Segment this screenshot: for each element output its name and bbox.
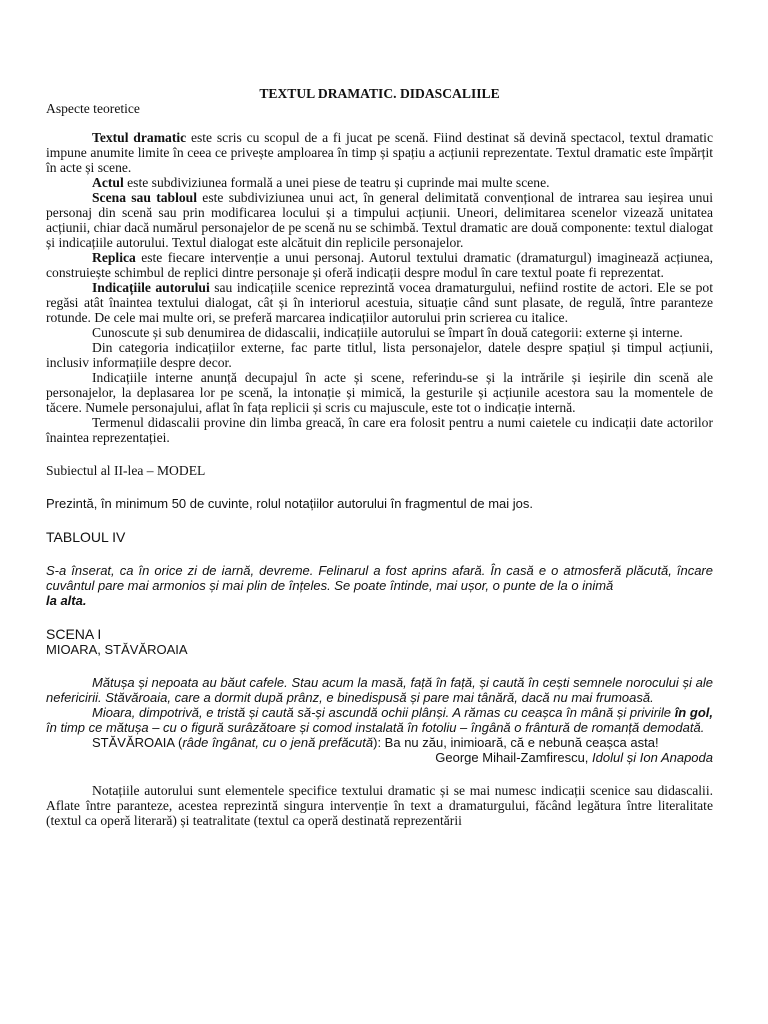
intro-bold-ending: la alta. (46, 593, 87, 608)
subiect-heading: Subiectul al II-lea – MODEL (46, 463, 206, 478)
fragment-replica: STĂVĂROAIA (râde îngânat, cu o jenă prefăcută): Ba nu zău, inimioară, că e nebună ceașca asta! (92, 735, 659, 750)
source-attribution: George Mihail-Zamfirescu, Idolul și Ion Anapoda (435, 750, 713, 765)
fragment-paragraph-1: Mătușa și nepoata au băut cafele. Stau acum la masă, față în față, și caută în cești semnele norocului și ale nefericirii. Stăvăroaia, care a dormit după prânz, e binedispusă și pare mai tânără, dacă nu mai frumoasă. (46, 675, 713, 705)
paragraph-didascalii: Cunoscute și sub denumirea de didascalii, indicațiile autorului se împart în două categorii: externe și interne. (92, 325, 683, 340)
scena-heading: SCENA I (46, 626, 102, 642)
paragraph-actul: Actul este subdiviziunea formală a unei piese de teatru și cuprinde mai multe scene. (92, 175, 550, 190)
paragraph-replica: Replica este fiecare intervenție a unui personaj. Autorul textului dramatic (dramaturgul) imaginează acțiunea, construiește schimbul de replici dintre personaje și oferă indicații despre modul în care textul poate fi reprezentat. (46, 250, 713, 280)
term-replica: Replica (92, 250, 136, 265)
term-textul-dramatic: Textul dramatic (92, 130, 187, 145)
term-indicatiile: Indicațiile autorului (92, 280, 210, 295)
term-scena: Scena sau tabloul (92, 190, 197, 205)
fragment-paragraph-2: Mioara, dimpotrivă, e tristă și caută să-și ascundă ochii plânși. A rămas cu ceașca în mână și privirile în gol, în timp ce mătușa – cu o figură surâzătoare și comod instalată în fotoliu – îngână o frântură de romanță demodată. (46, 705, 713, 735)
paragraph-termen: Termenul didascalii provine din limba greacă, în care era folosit pentru a numi caietele cu indicații date actorilor înaintea reprezentației. (46, 415, 713, 445)
paragraph-indicatiile: Indicațiile autorului sau indicațiile scenice reprezintă vocea dramaturgului, nefiind rostite de actori. Ele se pot regăsi atât înaintea textului dialogat, cât și în interiorul acestuia, situație când sunt plasate, de regulă, între paranteze rotunde. De cele mai multe ori, se preferă marcarea indicațiilor autorului prin scrierea cu italice. (46, 280, 713, 325)
intro-stage-direction: S-a înserat, ca în orice zi de iarnă, devreme. Felinarul a fost aprins afară. În casă e o atmosferă plăcută, încare cuvântul pare mai armonios și mai plin de înțeles. Se poate întinde, mai ușor, o punte de la o inimă la alta. (46, 563, 713, 608)
final-paragraph: Notațiile autorului sunt elementele specifice textului dramatic și se mai numesc indicații scenice sau didascalii. Aflate între paranteze, acestea reprezintă singura intervenție în text a dramaturgului, făcând legătura între literalitate (textul ca operă literară) și teatralitate (textul ca operă destinată reprezentării (46, 783, 713, 828)
section-label-aspecte: Aspecte teoretice (46, 101, 140, 116)
paragraph-textul-dramatic: Textul dramatic este scris cu scopul de a fi jucat pe scenă. Fiind destinat să devină spectacol, textul dramatic impune anumite limite în ceea ce privește amploarea în timp și spațiu a acțiunii reprezentate. Textul dramatic este împărțit în acte și scene. (46, 130, 713, 175)
document-page (46, 86, 713, 828)
tablou-heading: TABLOUL IV (46, 529, 126, 545)
term-actul: Actul (92, 175, 124, 190)
task-statement: Prezintă, în minimum 50 de cuvinte, rolul notațiilor autorului în fragmentul de mai jos. (46, 496, 534, 511)
paragraph-externe: Din categoria indicațiilor externe, fac parte titlul, lista personajelor, datele despre spațiul și timpul acțiunii, inclusiv informațiile despre decor. (46, 340, 713, 370)
document-title: TEXTUL DRAMATIC. DIDASCALIILE (259, 86, 500, 101)
paragraph-scena: Scena sau tabloul este subdiviziunea unui act, în general delimitată convențional de intrarea sau ieșirea unui personaj din scenă sau prin modificarea locului și a timpului acțiunii. Uneori, delimitarea scenelor vizează unitatea acțiunii, chiar dacă numărul personajelor de pe scenă nu se schimbă. Textul dramatic are două componente: textul dialogat și indicațiile autorului. Textul dialogat este alcătuit din replicile personajelor. (46, 190, 713, 250)
characters-list: MIOARA, STĂVĂROAIA (46, 642, 188, 657)
paragraph-interne: Indicațiile interne anunță decupajul în acte și scene, referindu-se și la intrările și ieșirile din scenă ale personajelor, la deplasarea lor pe scenă, la intonație și mimică, la gesturile și acțiunile acestora sau la momentele de tăcere. Numele personajului, aflat în fața replicii și scris cu majuscule, este tot o indicație internă. (46, 370, 713, 415)
